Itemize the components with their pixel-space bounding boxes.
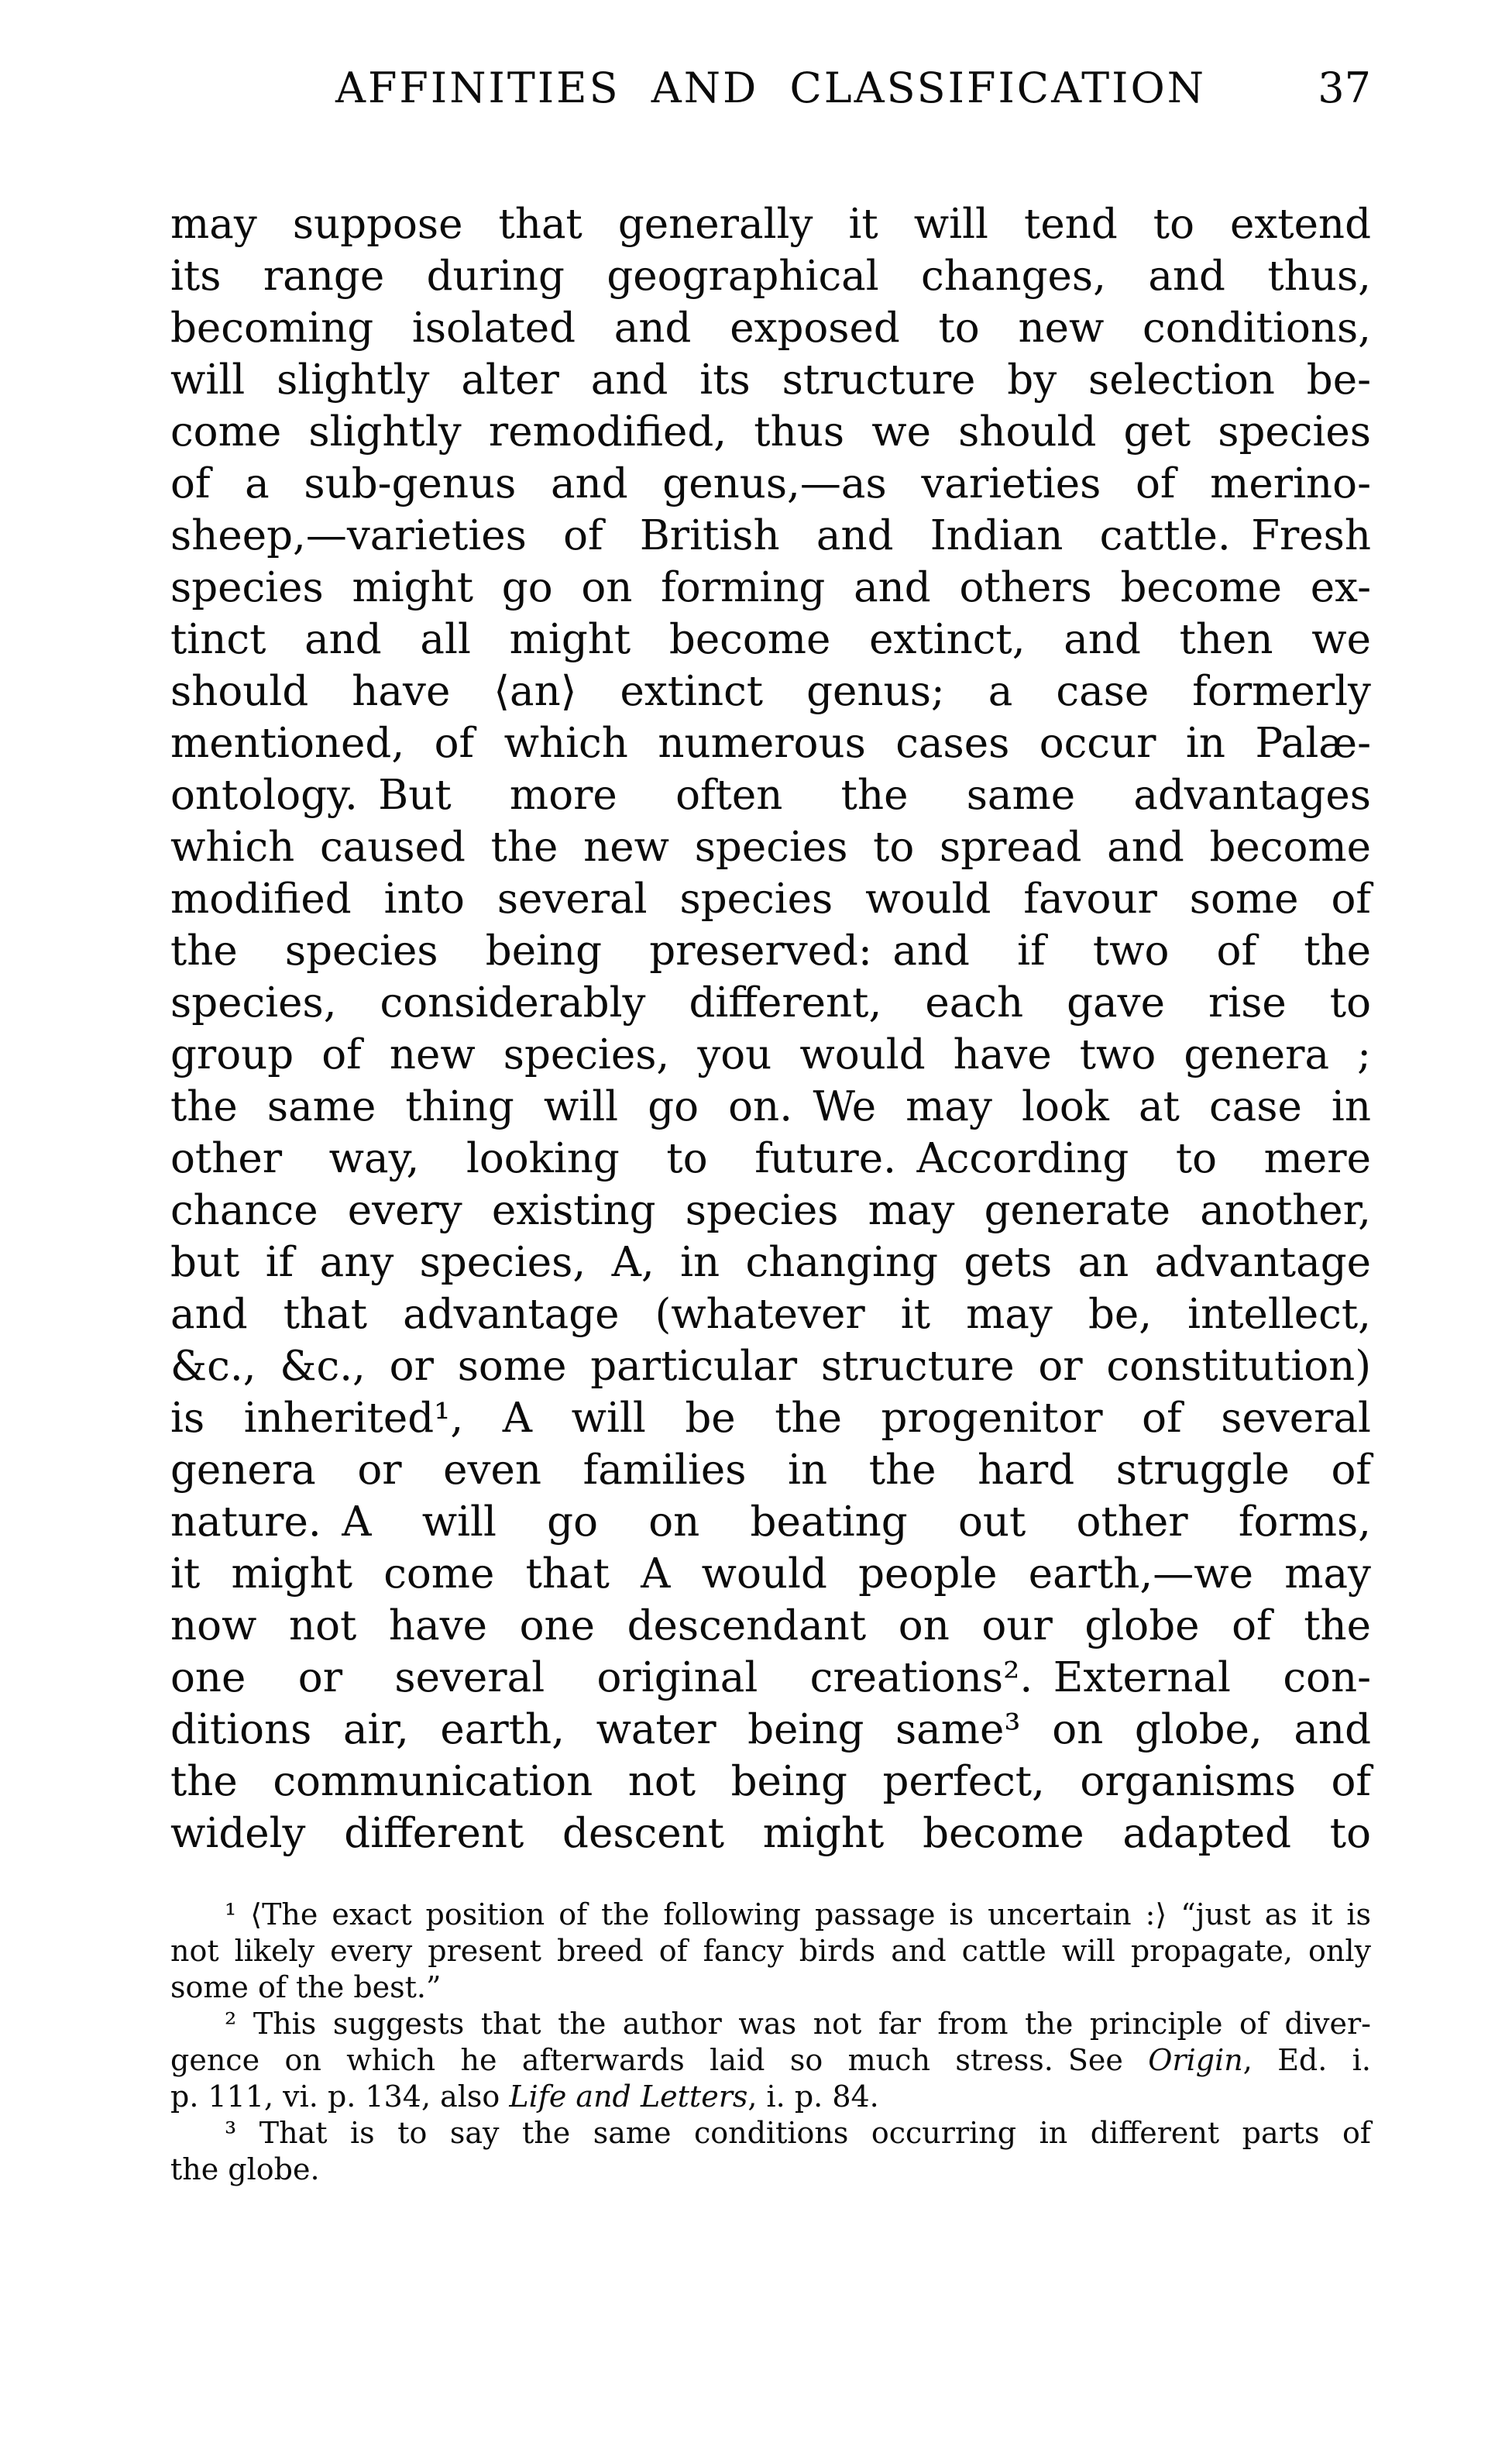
body-line: and that advantage (whatever it may be, intellect, (170, 1291, 1371, 1338)
body-line: species, considerably different, each gave rise to (170, 979, 1371, 1027)
body-line: which caused the new species to spread and become (170, 824, 1371, 871)
footnote-text: some of the best.” (170, 1970, 442, 2004)
body-line: tinct and all might become extinct, and then we (170, 616, 1371, 663)
body-line: becoming isolated and exposed to new conditions, (170, 304, 1371, 352)
body-line: will slightly alter and its structure by selection be- (170, 356, 1371, 404)
body-line: its range during geographical changes, and thus, (170, 253, 1371, 300)
footnote-line (170, 1897, 1371, 1933)
running-header (170, 64, 1371, 118)
footnote-text: , Ed. i. (1242, 2043, 1371, 2077)
footnote-text: ¹ ⟨The exact position of the following passage is uncertain :⟩ “just as it is (225, 1897, 1371, 1931)
body-line: may suppose that generally it will tend to extend (170, 201, 1371, 248)
body-line: nature. A will go on beating out other forms, (170, 1498, 1371, 1546)
footnote-line (170, 1969, 1371, 2006)
footnote-line (170, 1933, 1371, 1969)
body-line: sheep,—varieties of British and Indian cattle. Fresh (170, 512, 1371, 559)
page-number: 37 (1318, 64, 1371, 112)
footnote-line (170, 2006, 1371, 2042)
body-line: group of new species, you would have two genera ; (170, 1031, 1371, 1078)
body-line: it might come that A would people earth,—we may (170, 1550, 1371, 1598)
footnote-text: ² This suggests that the author was not far from the principle of diver- (225, 2007, 1371, 2041)
body-line: modified into several species would favour some of (170, 875, 1371, 923)
footnote-italic-text: Origin (1148, 2043, 1243, 2077)
footnote-text: gence on which he afterwards laid so much stress. See (170, 2043, 1149, 2077)
body-line: widely different descent might become adapted to (170, 1810, 1371, 1857)
body-line: the communication not being perfect, organisms of (170, 1758, 1371, 1805)
footnote-line (170, 2042, 1371, 2079)
footnote-line (170, 2152, 1371, 2188)
body-line: the same thing will go on. We may look at case in (170, 1083, 1371, 1130)
body-line: mentioned, of which numerous cases occur in Palæ- (170, 720, 1371, 767)
body-line: of a sub-genus and genus,—as varieties of merino- (170, 460, 1371, 507)
body-text (170, 198, 1371, 1859)
footnote-line (170, 2079, 1371, 2115)
footnote-text: the globe. (170, 2152, 320, 2186)
footnotes (170, 1897, 1371, 2188)
footnote-text: , i. p. 84. (747, 2079, 879, 2114)
header-title: AFFINITIES AND CLASSIFICATION (335, 64, 1207, 112)
footnote-text: ³ That is to say the same conditions occurring in different parts of (225, 2116, 1371, 2150)
body-line: ontology. But more often the same advantages (170, 772, 1371, 819)
body-line: one or several original creations². External con- (170, 1654, 1371, 1701)
body-line: species might go on forming and others become ex- (170, 564, 1371, 611)
body-line: chance every existing species may generate another, (170, 1187, 1371, 1234)
body-line: &c., &c., or some particular structure or constitution) (170, 1343, 1371, 1390)
footnote-text: p. 111, vi. p. 134, also (170, 2079, 510, 2114)
body-line: ditions air, earth, water being same³ on globe, and (170, 1706, 1371, 1753)
footnote-text: not likely every present breed of fancy birds and cattle will propagate, only (170, 1934, 1371, 1968)
body-line: come slightly remodified, thus we should get species (170, 408, 1371, 456)
body-line: other way, looking to future. According to mere (170, 1135, 1371, 1182)
body-line: is inherited¹, A will be the progenitor of several (170, 1395, 1371, 1442)
body-line: but if any species, A, in changing gets an advantage (170, 1239, 1371, 1286)
body-line: should have ⟨an⟩ extinct genus; a case formerly (170, 668, 1371, 715)
footnote-italic-text: Life and Letters (509, 2079, 748, 2114)
body-line: the species being preserved: and if two of the (170, 927, 1371, 975)
footnote-line (170, 2115, 1371, 2152)
body-line: now not have one descendant on our globe of the (170, 1602, 1371, 1649)
body-line: genera or even families in the hard struggle of (170, 1446, 1371, 1494)
